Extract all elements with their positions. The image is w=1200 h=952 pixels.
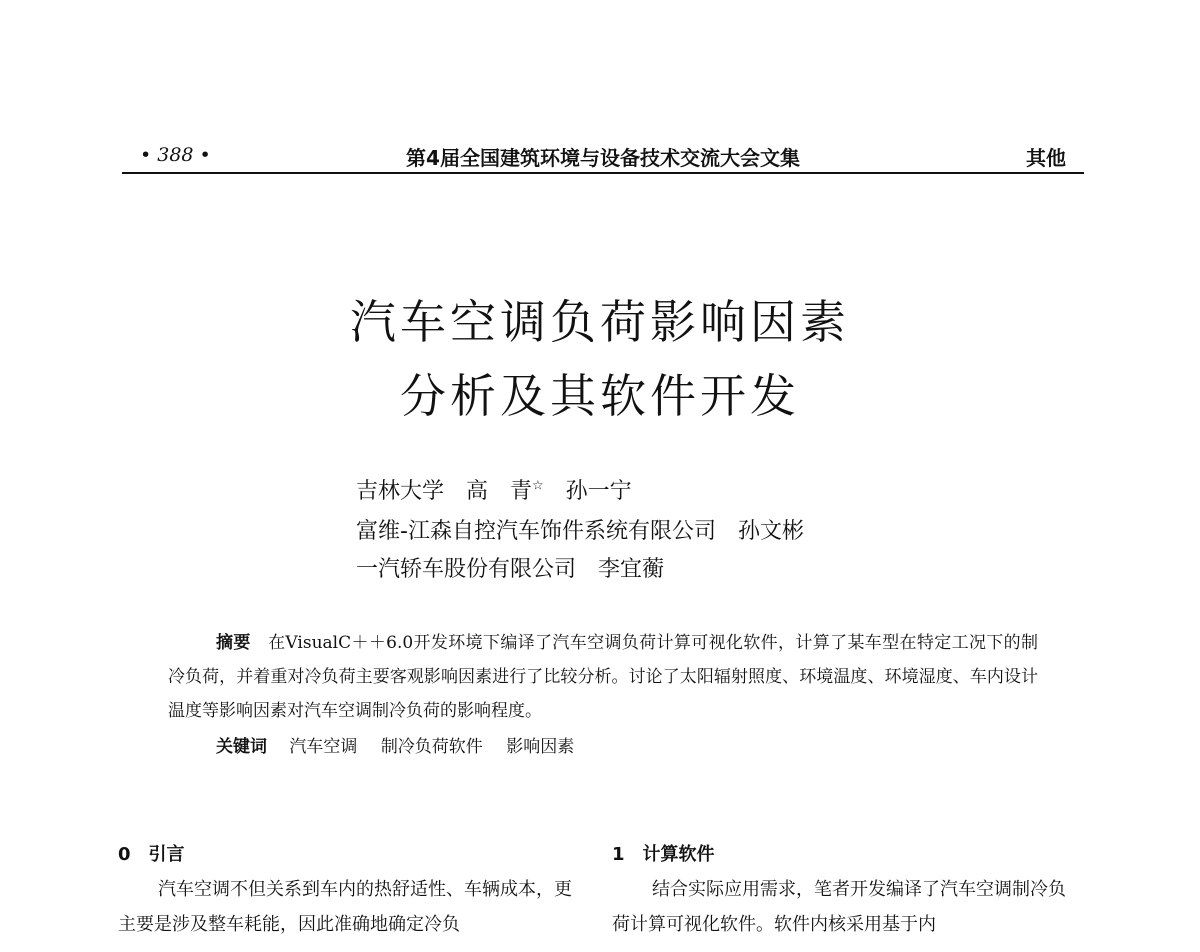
section-heading: 1 计算软件 bbox=[612, 844, 715, 865]
author-line-1 bbox=[356, 474, 632, 505]
page-number: • 388 • bbox=[140, 144, 211, 166]
author-coauthor-1: 孙一宁 bbox=[543, 479, 632, 504]
running-header bbox=[122, 140, 1084, 170]
section-body: 结合实际应用需求，笔者开发编译了汽车空调制冷负荷计算可视化软件。软件内核采用基于内 bbox=[612, 879, 1066, 935]
section-software bbox=[612, 840, 1082, 942]
section-tag: 其他 bbox=[1026, 146, 1066, 170]
abstract-block bbox=[168, 626, 1038, 764]
corresponding-author-mark: ☆ bbox=[532, 478, 544, 494]
conference-title: 第4届全国建筑环境与设备技术交流大会文集 bbox=[406, 146, 800, 170]
author-line-3: 一汽轿车股份有限公司 李宜蘅 bbox=[356, 557, 665, 582]
abstract-text: 在VisualC＋＋6.0开发环境下编译了汽车空调负荷计算可视化软件，计算了某车型在特定工况下的制冷负荷，并着重对冷负荷主要客观影响因素进行了比较分析。讨论了太阳辐射照度、环境温度、环境湿度、车内设计温度等影响因素对汽车空调制冷负荷的影响程度。 bbox=[168, 633, 1039, 721]
author-line-2: 富维-江森自控汽车饰件系统有限公司 孙文彬 bbox=[356, 519, 804, 544]
keyword: 制冷负荷软件 bbox=[380, 737, 483, 757]
keywords-label: 关键词 bbox=[216, 737, 267, 757]
keywords-line bbox=[216, 730, 1038, 764]
abstract-label: 摘要 bbox=[216, 633, 251, 653]
section-introduction bbox=[118, 840, 588, 942]
abstract-paragraph bbox=[168, 626, 1038, 728]
keyword: 影响因素 bbox=[506, 737, 575, 757]
section-body: 汽车空调不但关系到车内的热舒适性、车辆成本，更主要是涉及整车耗能，因此准确地确定冷负 bbox=[118, 879, 572, 935]
keyword: 汽车空调 bbox=[289, 737, 358, 757]
paper-title-line-2: 分析及其软件开发 bbox=[400, 369, 800, 423]
section-heading: 0 引言 bbox=[118, 844, 185, 865]
author-affiliation-1: 吉林大学 高 青 bbox=[356, 479, 533, 504]
header-rule bbox=[122, 172, 1084, 174]
paper-title-line-1: 汽车空调负荷影响因素 bbox=[350, 295, 850, 349]
